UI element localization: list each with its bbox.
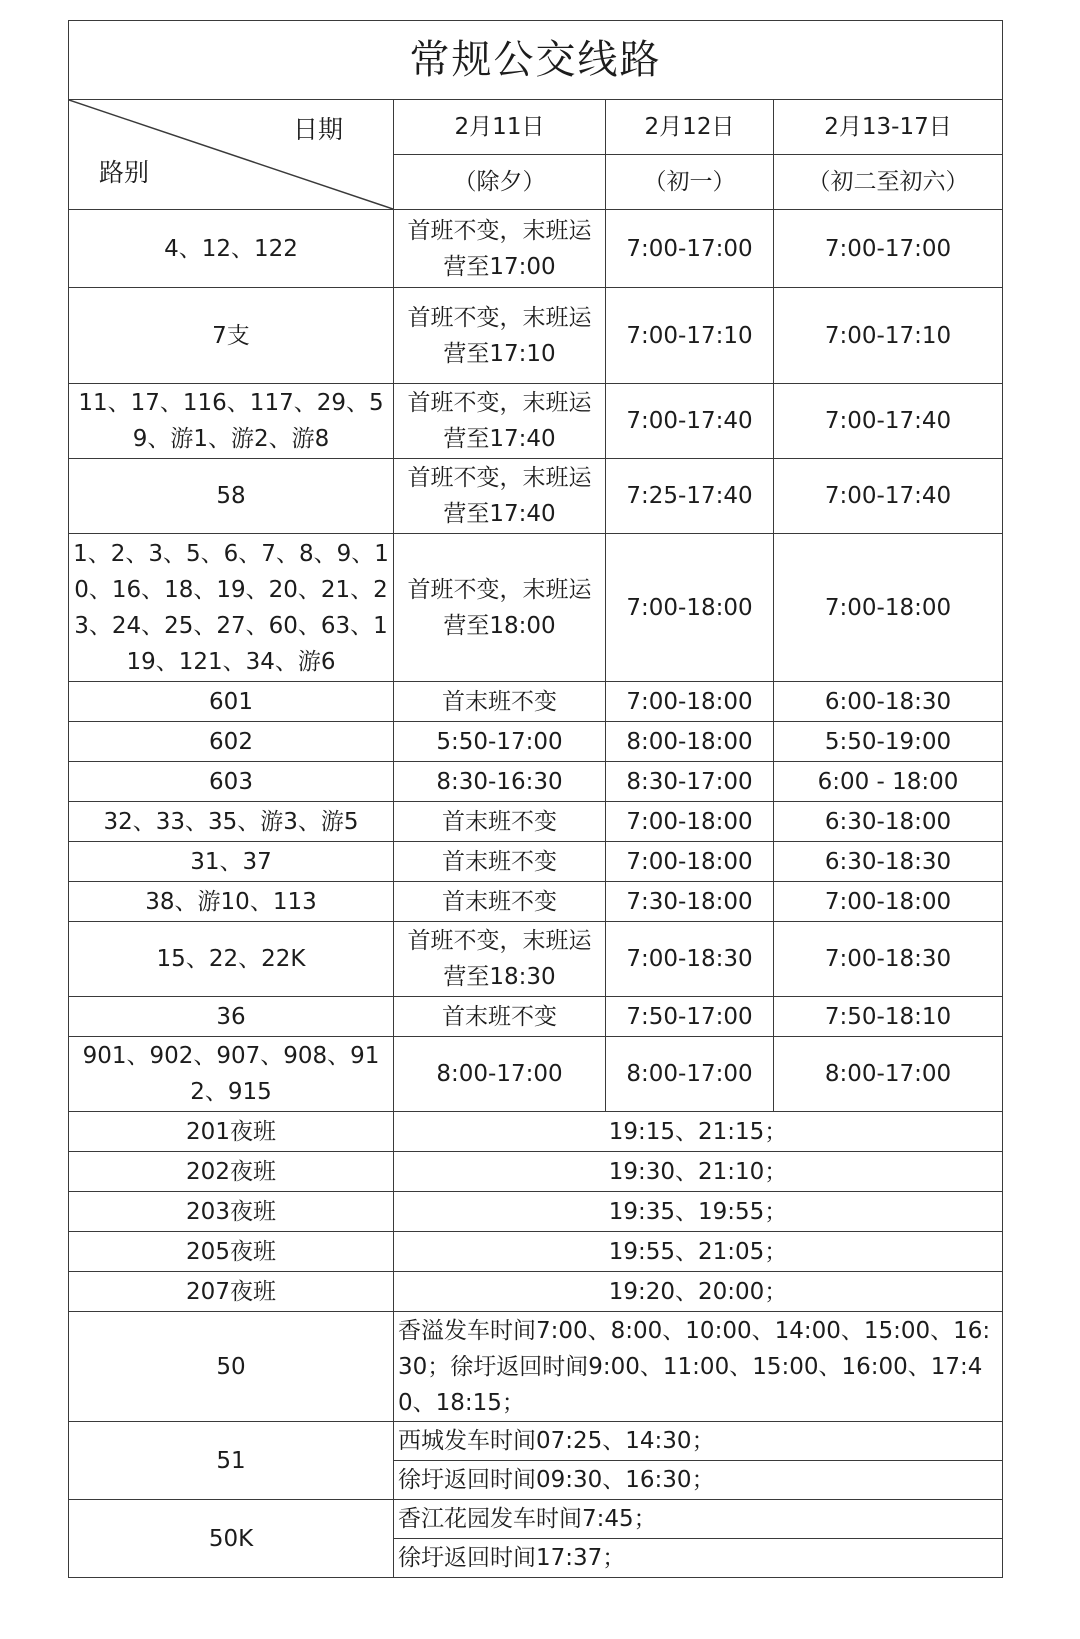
route-cell: 36 (69, 997, 394, 1037)
schedule-cell: 香江花园发车时间7:45； (394, 1500, 1003, 1539)
route-cell: 50 (69, 1312, 394, 1422)
time-cell-3: 7:00-17:40 (774, 384, 1003, 459)
time-cell-2: 7:00-18:30 (606, 922, 774, 997)
table-row (69, 1312, 1003, 1422)
col-note-1: （除夕） (394, 155, 606, 210)
time-cell-2: 7:25-17:40 (606, 459, 774, 534)
route-cell: 1、2、3、5、6、7、8、9、10、16、18、19、20、21、23、24、25、27、60、63、119、121、34、游6 (69, 534, 394, 682)
route-cell: 201夜班 (69, 1112, 394, 1152)
route-cell: 58 (69, 459, 394, 534)
schedule-cell: 香溢发车时间7:00、8:00、10:00、14:00、15:00、16:30；徐圩返回时间9:00、11:00、15:00、16:00、17:40、18:15； (394, 1312, 1003, 1422)
time-cell-3: 7:00-18:00 (774, 534, 1003, 682)
time-cell-1: 首末班不变 (394, 842, 606, 882)
route-cell: 50K (69, 1500, 394, 1578)
time-cell-1: 首班不变，末班运营至17:40 (394, 384, 606, 459)
time-cell-2: 7:00-17:00 (606, 210, 774, 288)
route-cell: 7支 (69, 288, 394, 384)
table-row (69, 1192, 1003, 1232)
table-row (69, 882, 1003, 922)
col-date-2: 2月12日 (606, 100, 774, 155)
route-cell: 603 (69, 762, 394, 802)
route-cell: 202夜班 (69, 1152, 394, 1192)
table-row (69, 842, 1003, 882)
schedule-cell: 徐圩返回时间09:30、16:30； (394, 1461, 1003, 1500)
time-cell-2: 7:00-17:40 (606, 384, 774, 459)
page-title: 常规公交线路 (69, 21, 1003, 100)
table-row (69, 459, 1003, 534)
col-date-1: 2月11日 (394, 100, 606, 155)
time-cell-3: 7:00-18:30 (774, 922, 1003, 997)
time-cell-3: 8:00-17:00 (774, 1037, 1003, 1112)
night-rows (69, 1112, 1003, 1312)
route-cell: 15、22、22K (69, 922, 394, 997)
time-cell-3: 6:30-18:30 (774, 842, 1003, 882)
route-cell: 32、33、35、游3、游5 (69, 802, 394, 842)
time-cell-3: 7:00-17:00 (774, 210, 1003, 288)
night-times-cell: 19:20、20:00； (394, 1272, 1003, 1312)
main-rows (69, 210, 1003, 1112)
time-cell-3: 7:00-17:40 (774, 459, 1003, 534)
col-note-3: （初二至初六） (774, 155, 1003, 210)
table-row (69, 762, 1003, 802)
table-row (69, 534, 1003, 682)
table-row (69, 1272, 1003, 1312)
route-cell: 203夜班 (69, 1192, 394, 1232)
time-cell-2: 7:30-18:00 (606, 882, 774, 922)
time-cell-1: 8:30-16:30 (394, 762, 606, 802)
time-cell-1: 首班不变，末班运营至18:30 (394, 922, 606, 997)
route-cell: 601 (69, 682, 394, 722)
time-cell-1: 首班不变，末班运营至17:00 (394, 210, 606, 288)
time-cell-1: 首班不变，末班运营至17:40 (394, 459, 606, 534)
schedule-sheet (68, 20, 1002, 1578)
time-cell-2: 7:50-17:00 (606, 997, 774, 1037)
date-axis-label: 日期 (292, 115, 343, 144)
route-cell: 602 (69, 722, 394, 762)
title-row (69, 21, 1003, 100)
col-date-3: 2月13-17日 (774, 100, 1003, 155)
time-cell-1: 首末班不变 (394, 997, 606, 1037)
route-cell: 4、12、122 (69, 210, 394, 288)
table-row (69, 1152, 1003, 1192)
route-cell: 38、游10、113 (69, 882, 394, 922)
diagonal-header-cell (69, 100, 394, 210)
schedule-cell: 徐圩返回时间17:37； (394, 1539, 1003, 1578)
col-note-2: （初一） (606, 155, 774, 210)
route-cell: 207夜班 (69, 1272, 394, 1312)
time-cell-1: 首班不变，末班运营至18:00 (394, 534, 606, 682)
night-times-cell: 19:15、21:15； (394, 1112, 1003, 1152)
table-row (69, 1500, 1003, 1539)
time-cell-1: 5:50-17:00 (394, 722, 606, 762)
time-cell-1: 首末班不变 (394, 682, 606, 722)
time-cell-3: 6:30-18:00 (774, 802, 1003, 842)
time-cell-3: 7:00-17:10 (774, 288, 1003, 384)
time-cell-2: 7:00-18:00 (606, 842, 774, 882)
table-row (69, 997, 1003, 1037)
time-cell-3: 7:00-18:00 (774, 882, 1003, 922)
time-cell-1: 首末班不变 (394, 802, 606, 842)
night-times-cell: 19:55、21:05； (394, 1232, 1003, 1272)
schedule-table (68, 20, 1003, 1578)
time-cell-3: 6:00-18:30 (774, 682, 1003, 722)
table-row (69, 1037, 1003, 1112)
time-cell-1: 首班不变，末班运营至17:10 (394, 288, 606, 384)
time-cell-1: 首末班不变 (394, 882, 606, 922)
table-row (69, 722, 1003, 762)
route-axis-label: 路别 (99, 158, 150, 187)
table-row (69, 1422, 1003, 1461)
route-cell: 51 (69, 1422, 394, 1500)
time-cell-2: 7:00-18:00 (606, 534, 774, 682)
header-row-dates (69, 100, 1003, 155)
time-cell-3: 5:50-19:00 (774, 722, 1003, 762)
schedule-cell: 西城发车时间07:25、14:30； (394, 1422, 1003, 1461)
table-row (69, 802, 1003, 842)
table-row (69, 1232, 1003, 1272)
night-times-cell: 19:35、19:55； (394, 1192, 1003, 1232)
time-cell-2: 8:30-17:00 (606, 762, 774, 802)
route-cell: 11、17、116、117、29、59、游1、游2、游8 (69, 384, 394, 459)
time-cell-2: 7:00-17:10 (606, 288, 774, 384)
time-cell-2: 7:00-18:00 (606, 682, 774, 722)
time-cell-3: 7:50-18:10 (774, 997, 1003, 1037)
table-row (69, 210, 1003, 288)
route-cell: 31、37 (69, 842, 394, 882)
table-row (69, 682, 1003, 722)
table-row (69, 384, 1003, 459)
route-cell: 205夜班 (69, 1232, 394, 1272)
time-cell-2: 8:00-17:00 (606, 1037, 774, 1112)
time-cell-3: 6:00 - 18:00 (774, 762, 1003, 802)
time-cell-2: 8:00-18:00 (606, 722, 774, 762)
table-row (69, 922, 1003, 997)
route-cell: 901、902、907、908、912、915 (69, 1037, 394, 1112)
night-times-cell: 19:30、21:10； (394, 1152, 1003, 1192)
time-cell-1: 8:00-17:00 (394, 1037, 606, 1112)
table-row (69, 1112, 1003, 1152)
time-cell-2: 7:00-18:00 (606, 802, 774, 842)
table-row (69, 288, 1003, 384)
